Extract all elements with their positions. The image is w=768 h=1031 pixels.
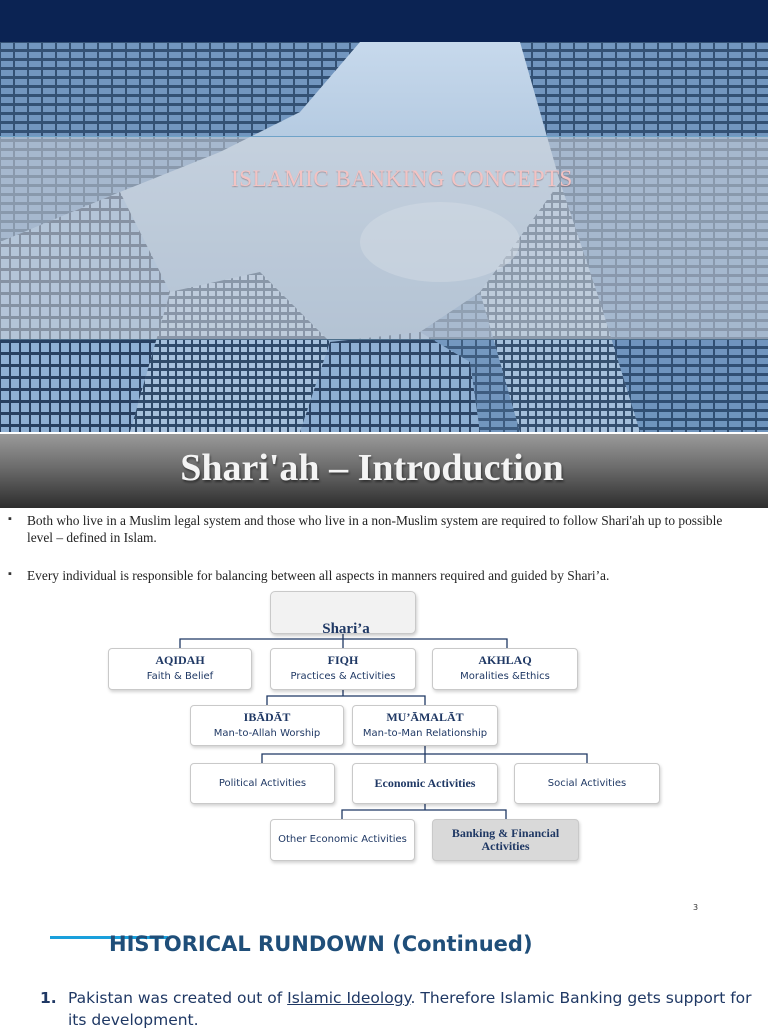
node-subtitle: Moralities &Ethics <box>460 671 550 682</box>
node-title: MU’ĀMALĀT <box>386 710 464 724</box>
node-subtitle: Faith & Belief <box>146 671 214 682</box>
slide-heading: Shari'ah – Introduction <box>180 447 564 489</box>
node-title: AQIDAH <box>155 653 205 667</box>
bullet-text: Both who live in a Muslim legal system and those who live in a non-Muslim system are required to follow Shari'ah up to possible level – defined in Islam. <box>27 513 723 545</box>
slide-page-number: 3 <box>693 903 699 912</box>
bullet-square-icon: ▪ <box>8 568 12 580</box>
node-subtitle: Man-to-Allah Worship <box>213 728 321 739</box>
node-title: FIQH <box>327 653 359 667</box>
item-text-after: . Therefore Islamic Banking gets support for its development. <box>68 989 752 1029</box>
tree-root-label: Shari’a <box>322 621 370 637</box>
numbered-list-item <box>40 987 755 1031</box>
list-item-text <box>40 987 755 1031</box>
node-label: Social Activities <box>547 778 627 789</box>
tree-node-economic <box>352 763 498 804</box>
tree-node-banking-financial <box>432 819 579 861</box>
node-label: Banking & Financial Activities <box>451 826 560 853</box>
node-title: AKHLAQ <box>478 653 532 667</box>
node-label: Economic Activities <box>374 776 476 790</box>
tree-node-muamalat <box>352 705 498 746</box>
node-label: Other Economic Activities <box>278 834 407 845</box>
tree-node-akhlaq <box>432 648 578 690</box>
islamic-ideology-link[interactable]: Islamic Ideology <box>287 989 411 1007</box>
tree-node-other-economic <box>270 819 415 861</box>
banner-title: ISLAMIC BANKING CONCEPTS <box>231 166 573 191</box>
node-subtitle: Man-to-Man Relationship <box>362 728 488 739</box>
item-text-before: Pakistan was created out of <box>68 989 288 1007</box>
node-label: Political Activities <box>218 778 307 789</box>
bullet-square-icon: ▪ <box>8 513 12 525</box>
bullet-text: Every individual is responsible for balancing between all aspects in manners required and guided by Shari’a. <box>27 568 610 583</box>
tree-node-ibadat <box>190 705 344 746</box>
tree-node-political <box>190 763 335 804</box>
list-number: 1. <box>40 989 57 1007</box>
tree-node-aqidah <box>108 648 252 690</box>
history-slide-title: HISTORICAL RUNDOWN (Continued) <box>109 932 533 956</box>
tree-node-fiqh <box>270 648 416 690</box>
tree-node-social <box>514 763 660 804</box>
node-title: IBĀDĀT <box>243 710 291 724</box>
node-subtitle: Practices & Activities <box>290 671 396 682</box>
